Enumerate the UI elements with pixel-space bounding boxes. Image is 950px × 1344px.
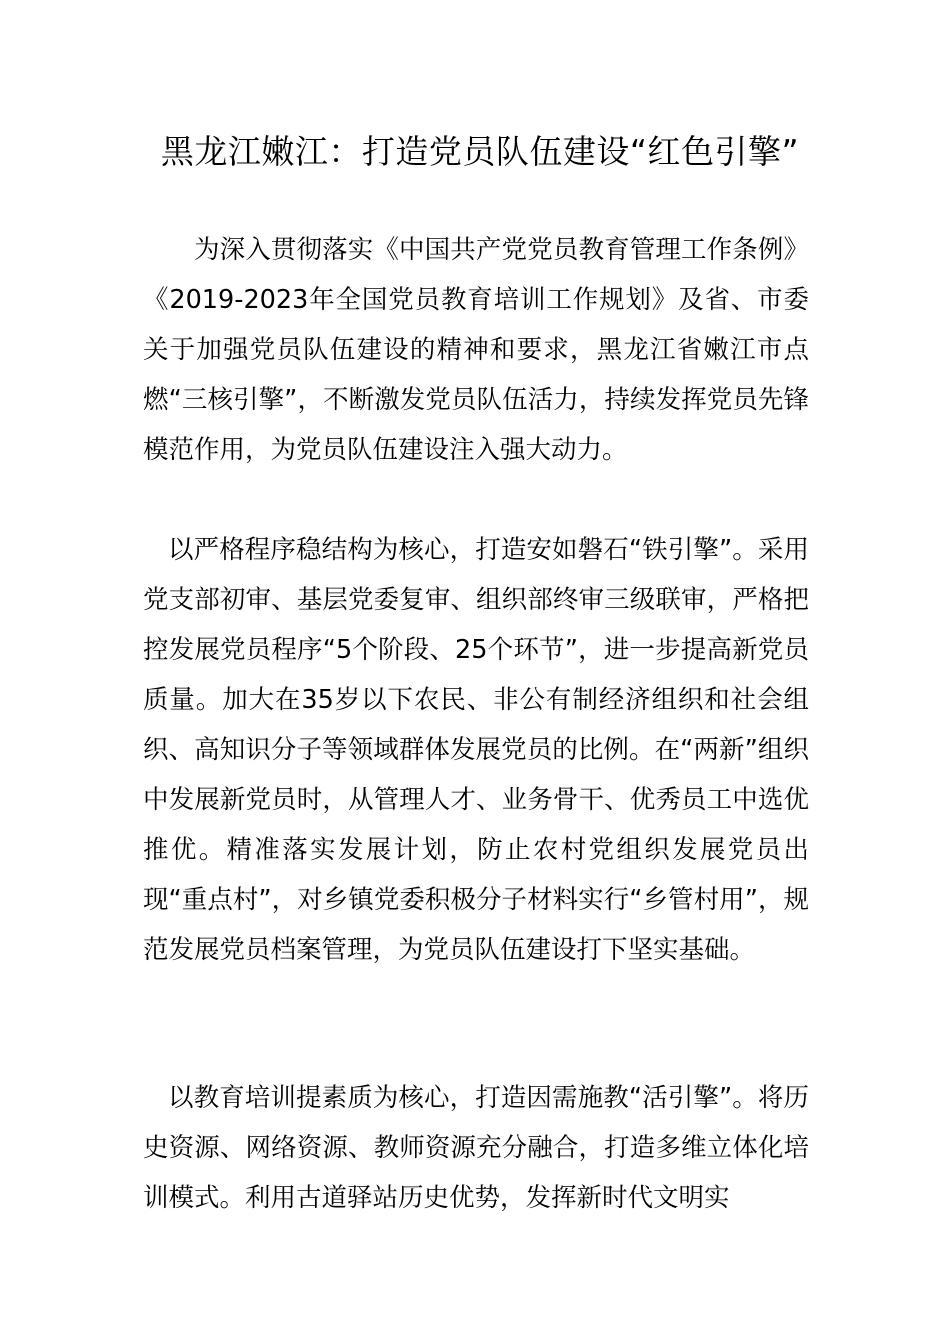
document-title: 黑龙江嫩江：打造党员队伍建设“红色引擎” [160, 132, 800, 171]
paragraph-iron-engine: 以严格程序稳结构为核心，打造安如磐石“铁引擎”。采用党支部初审、基层党委复审、组织部终审三级联审，严格把控发展党员程序“5个阶段、25个环节”，进一步提高新党员质量。加大在35岁以下农民、非公有制经济组织和社会组织、高知识分子等领域群体发展党员的比例。在“两新”组织中发展新党员时，从管理人才、业务骨干、优秀员工中选优推优。精准落实发展计划，防止农村党组织发展党员出现“重点村”，对乡镇党委积极分子材料实行“乡管村用”，规范发展党员档案管理，为党员队伍建设打下坚实基础。 [143, 535, 809, 965]
paragraph-intro: 为深入贯彻落实《中国共产党党员教育管理工作条例》《2019-2023年全国党员教育培训工作规划》及省、市委关于加强党员队伍建设的精神和要求，黑龙江省嫩江市点燃“三核引擎”，不断激发党员队伍活力，持续发挥党员先锋模范作用，为党员队伍建设注入强大动力。 [143, 235, 809, 465]
paragraph-living-engine: 以教育培训提素质为核心，打造因需施教“活引擎”。将历史资源、网络资源、教师资源充分融合，打造多维立体化培训模式。利用古道驿站历史优势，发挥新时代文明实 [143, 1083, 809, 1213]
